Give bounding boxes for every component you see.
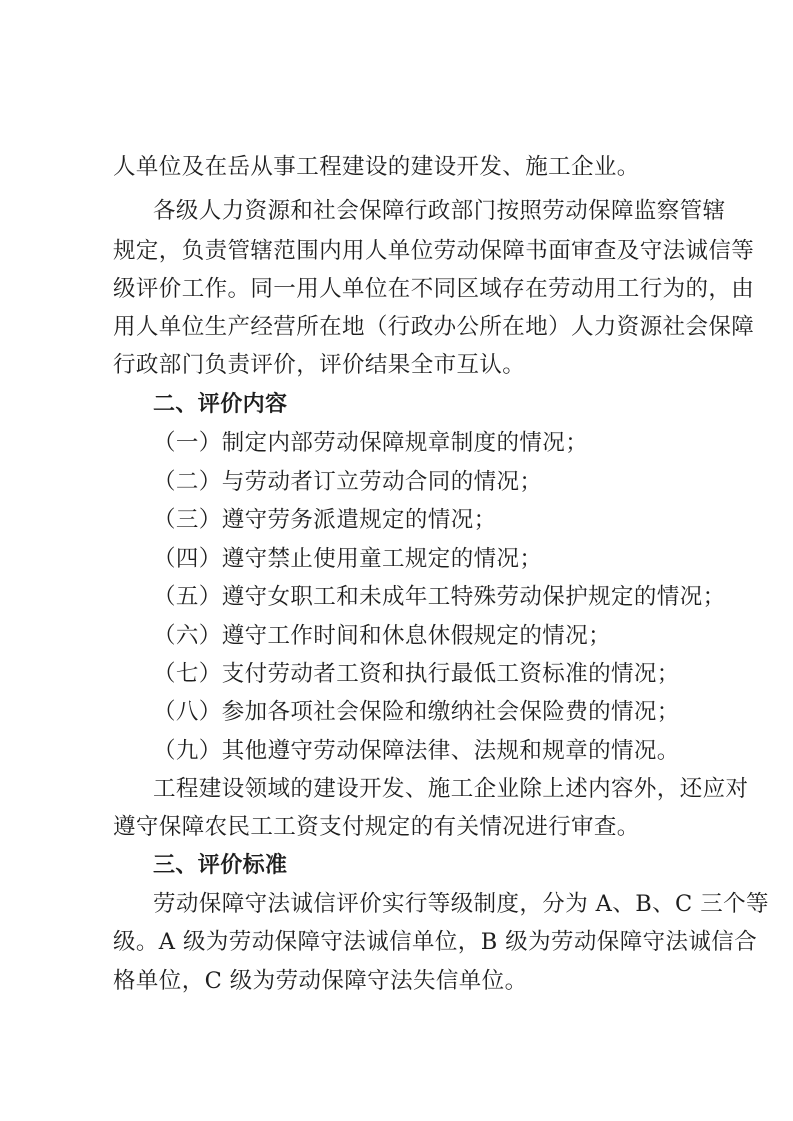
section2-extra-line-2: 遵守保障农民工工资支付规定的有关情况进行审查。 — [113, 814, 640, 840]
section3-line-2: 级。A 级为劳动保障守法诚信单位，B 级为劳动保障守法诚信合 — [113, 929, 758, 955]
intro-line-2: 各级人力资源和社会保障行政部门按照劳动保障监察管辖 — [153, 198, 726, 224]
section3-line-3: 格单位，C 级为劳动保障守法失信单位。 — [113, 968, 528, 994]
intro-line-4: 级评价工作。同一用人单位在不同区域存在劳动用工行为的，由 — [113, 276, 755, 302]
list-item: （四）遵守禁止使用童工规定的情况； — [153, 546, 543, 572]
list-item: （五）遵守女职工和未成年工特殊劳动保护规定的情况； — [153, 584, 726, 610]
section-heading-evaluation-standard: 三、评价标准 — [153, 853, 288, 878]
intro-line-5: 用人单位生产经营所在地（行政办公所在地）人力资源社会保障 — [113, 314, 755, 340]
section-heading-evaluation-content: 二、评价内容 — [153, 392, 288, 417]
list-item: （六）遵守工作时间和休息休假规定的情况； — [153, 623, 612, 649]
section3-line-1: 劳动保障守法诚信评价实行等级制度，分为 A、B、C 三个等 — [153, 891, 769, 917]
list-item: （九）其他遵守劳动保障法律、法规和规章的情况。 — [153, 738, 680, 764]
list-item: （七）支付劳动者工资和执行最低工资标准的情况； — [153, 661, 680, 687]
intro-line-1: 人单位及在岳从事工程建设的建设开发、施工企业。 — [113, 154, 640, 180]
intro-line-3: 规定，负责管辖范围内用人单位劳动保障书面审查及守法诚信等 — [113, 238, 755, 264]
intro-line-6: 行政部门负责评价，评价结果全市互认。 — [113, 352, 526, 378]
section2-extra-line-1: 工程建设领域的建设开发、施工企业除上述内容外，还应对 — [153, 776, 749, 802]
list-item: （二）与劳动者订立劳动合同的情况； — [153, 469, 543, 495]
list-item: （三）遵守劳务派遣规定的情况； — [153, 507, 497, 533]
list-item: （一）制定内部劳动保障规章制度的情况； — [153, 430, 589, 456]
list-item: （八）参加各项社会保险和缴纳社会保险费的情况； — [153, 699, 680, 725]
